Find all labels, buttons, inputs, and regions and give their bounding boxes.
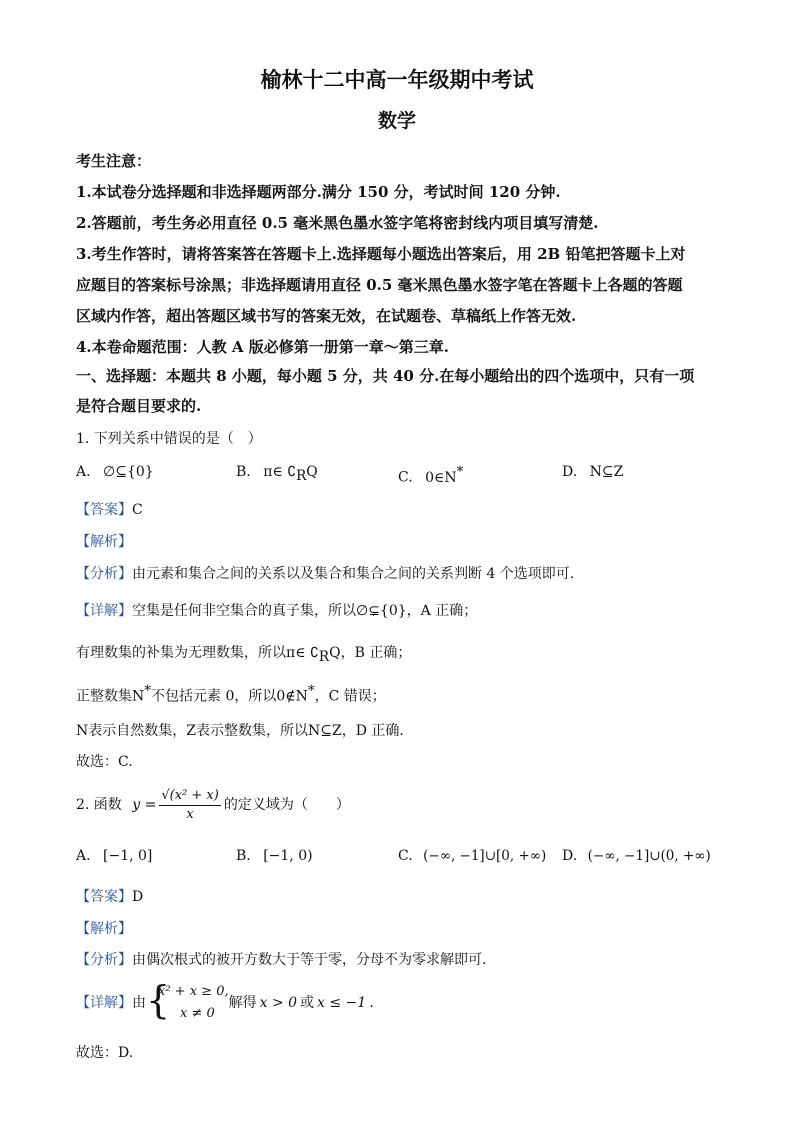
option-label: C.: [398, 469, 413, 486]
option-label: D.: [562, 848, 578, 864]
option-math: (−∞, −1]∪(0, +∞): [587, 848, 711, 864]
q1-option-b: [236, 464, 318, 484]
notes-line: 1.本试卷分选择题和非选择题两部分.满分 150 分，考试时间 120 分钟.: [76, 183, 561, 201]
q1-option-a: [76, 464, 154, 480]
option-math-tail: Q: [306, 464, 318, 480]
option-math: [−1, 0]: [103, 848, 153, 864]
detail-sup: *: [307, 683, 315, 699]
func-fraction: [159, 788, 220, 822]
stem-text: 的定义域为（ ）: [223, 797, 350, 813]
inequality-system: [146, 978, 229, 1025]
detail-text: 有理数集的补集为无理数集，所以: [76, 645, 286, 661]
detail-math: π∈ ∁: [286, 645, 319, 661]
func-denominator: x: [186, 807, 194, 822]
option-sub: R: [296, 467, 307, 484]
option-label: A.: [76, 464, 91, 480]
answer-tag: 【答案】: [76, 889, 132, 905]
detail-text: ，A 正确；: [406, 603, 478, 619]
answer-value: C: [132, 502, 143, 518]
detail-math: N⊆Z: [307, 723, 342, 739]
detail-text: 或: [300, 995, 315, 1011]
q2-detail: [76, 978, 374, 1025]
exam-notes: [76, 146, 726, 363]
option-math: (−∞, −1]∪[0, +∞): [423, 848, 547, 864]
q1-detail-c: [76, 683, 386, 706]
detail-math: N: [76, 723, 89, 739]
q1-detail-a: [76, 600, 477, 620]
q1-conclusion: 故选：C.: [76, 754, 133, 770]
detail-math: Z: [186, 723, 196, 739]
detail-text: 由: [132, 995, 146, 1011]
option-math: 0∈N: [425, 469, 457, 486]
fenxi-tag: 【分析】: [76, 566, 132, 582]
q1-option-d: [562, 464, 623, 480]
detail-text: ，C 错误；: [314, 688, 386, 705]
section-heading: [76, 361, 726, 421]
detail-text: 解得: [228, 995, 257, 1011]
func-lhs: y =: [132, 797, 157, 813]
q1-analysis-tag: [76, 531, 132, 551]
option-label: B.: [236, 848, 251, 864]
option-label: A.: [76, 848, 91, 864]
detail-text: 空集是任何非空集合的真子集，所以: [132, 603, 356, 619]
q2-fenxi: [76, 949, 486, 969]
detail-math: 0∉N: [276, 688, 308, 705]
section-line: 是符合题目要求的.: [76, 397, 202, 415]
detail-math-tail: Q: [329, 645, 341, 661]
detail-math: x ≤ −1: [317, 995, 367, 1011]
exam-title: 榆林十二中高一年级期中考试: [260, 67, 534, 92]
notes-line: 2.答题前，考生务必用直径 0.5 毫米黑色墨水签字笔将密封线内项目填写清楚.: [76, 214, 599, 232]
fenxi-text: 由偶次根式的被开方数大于等于零，分母不为零求解即可.: [132, 952, 487, 968]
q2-analysis-tag: [76, 918, 132, 938]
analysis-tag: 【解析】: [76, 921, 132, 937]
detail-text: 表示整数集，所以: [195, 723, 308, 739]
detail-text: ，B 正确；: [340, 645, 412, 661]
system-line: x ≠ 0: [180, 1006, 215, 1021]
detail-math: x > 0: [259, 995, 298, 1011]
func-numerator: √(x² + x): [159, 788, 220, 806]
fenxi-text: 由元素和集合之间的关系以及集合和集合之间的关系判断 4 个选项即可.: [132, 566, 575, 582]
q2-stem: [76, 788, 350, 822]
notes-heading: 考生注意：: [76, 152, 152, 170]
q1-detail-d: [76, 720, 404, 740]
q2-option-d: [562, 848, 711, 864]
brace-symbol: {: [146, 978, 171, 1022]
option-math: [−1, 0): [263, 848, 313, 864]
option-label: C.: [398, 848, 413, 864]
q2-conclusion: 故选：D.: [76, 1045, 134, 1061]
option-sup: *: [456, 464, 464, 480]
option-label: D.: [562, 464, 578, 480]
q1-detail-b: [76, 642, 411, 665]
q2-option-a: [76, 848, 152, 864]
detail-text: 不包括元素 0，所以: [151, 688, 277, 705]
notes-line: 应题目的答案标号涂黑；非选择题请用直径 0.5 毫米黑色墨水签字笔在答题卡上各题的答题: [76, 276, 683, 294]
notes-line: 4.本卷命题范围：人教 A 版必修第一册第一章～第三章.: [76, 338, 449, 356]
q2-option-b: [236, 848, 313, 864]
notes-line: 3.考生作答时，请将答案答在答题卡上.选择题每小题选出答案后，用 2B 铅笔把答题卡上对: [76, 245, 686, 263]
detail-math: ∅⊊{0}: [356, 603, 407, 619]
notes-line: 区域内作答，超出答题区域书写的答案无效，在试题卷、草稿纸上作答无效.: [76, 307, 577, 325]
stem-text: 2. 函数: [76, 797, 122, 813]
option-label: B.: [236, 464, 251, 480]
detail-tag: 【详解】: [76, 995, 132, 1011]
detail-math: N: [132, 688, 145, 705]
detail-text: 正整数集: [76, 688, 132, 705]
q1-stem: 1. 下列关系中错误的是（ ）: [76, 431, 262, 447]
detail-text: 表示自然数集，: [88, 723, 187, 739]
option-math: N⊆Z: [589, 464, 624, 480]
answer-tag: 【答案】: [76, 502, 132, 518]
q2-answer: [76, 886, 143, 906]
detail-tag: 【详解】: [76, 603, 132, 619]
answer-value: D: [132, 889, 144, 905]
system-line: x² + x ≥ 0,: [158, 984, 229, 999]
option-math: ∅⊆{0}: [103, 464, 154, 480]
q2-option-c: [398, 848, 546, 864]
section-line: 一、选择题：本题共 8 小题，每小题 5 分，共 40 分.在每小题给出的四个选项中，只有一项: [76, 367, 695, 385]
q1-option-c: [398, 464, 463, 486]
detail-text: .: [369, 995, 374, 1011]
q1-fenxi: [76, 563, 574, 583]
exam-subject: 数学: [377, 110, 416, 132]
analysis-tag: 【解析】: [76, 534, 132, 550]
detail-sub: R: [318, 648, 330, 665]
q1-answer: [76, 499, 143, 519]
detail-sup: *: [144, 683, 151, 699]
option-math: π∈ ∁: [263, 464, 297, 480]
fenxi-tag: 【分析】: [76, 952, 132, 968]
detail-text: ，D 正确.: [341, 723, 404, 739]
